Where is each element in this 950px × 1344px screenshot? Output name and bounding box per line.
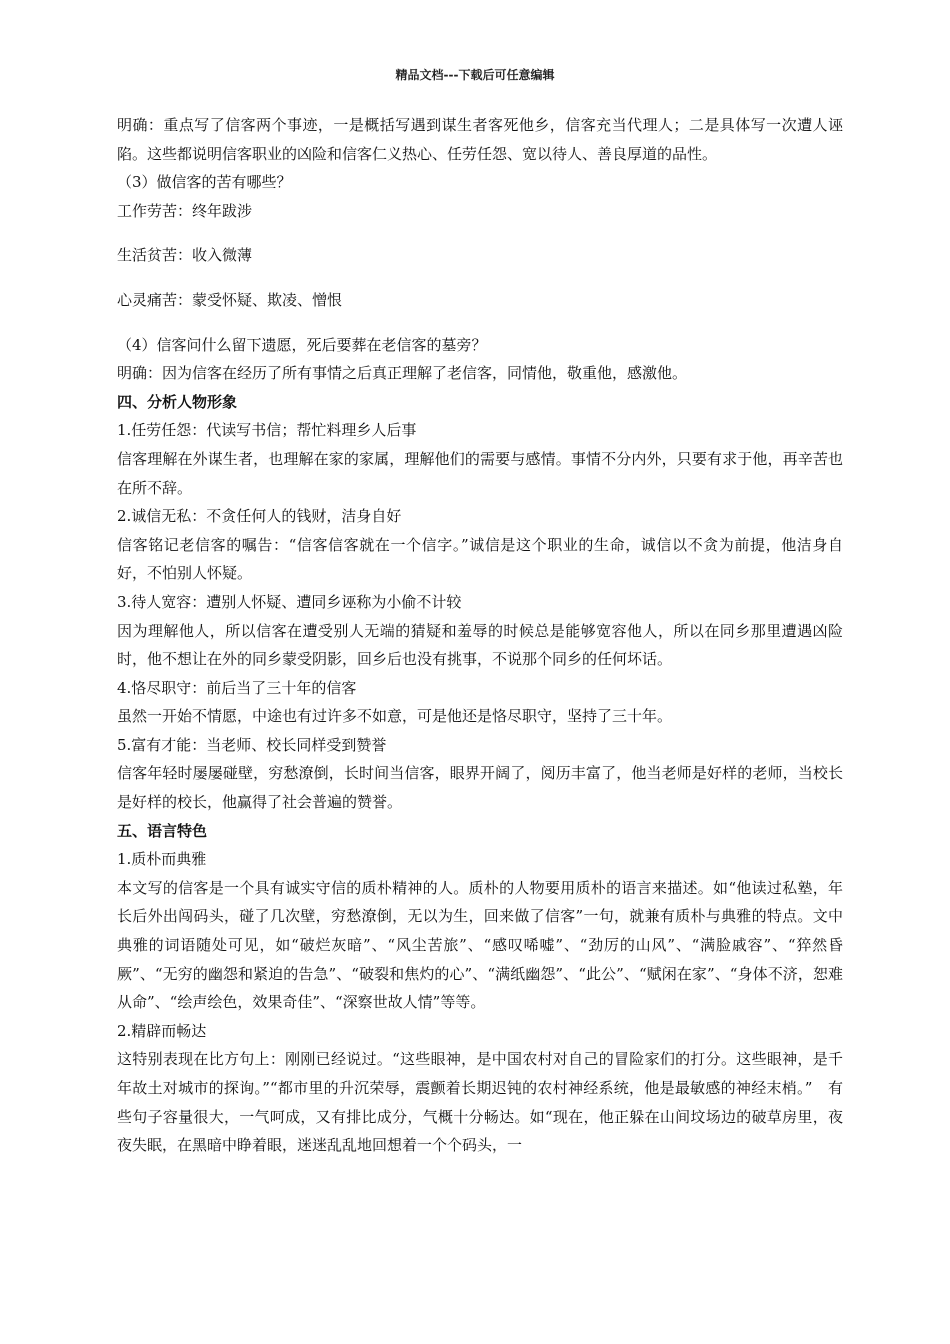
language-1-text: 本文写的信客是一个具有诚实守信的质朴精神的人。质朴的人物要用质朴的语言来描述。如“他读过私塾，年长后外出闯码头，碰了几次壁，穷愁潦倒，无以为生，回来做了信客”一句，就兼有质朴与典雅的特点。文中典雅的词语随处可见，如“破烂灰暗”、“风尘苦旅”、“感叹唏嘘”、“劲厉的山风”、“满脸戚容”、“猝然昏厥”、“无穷的幽怨和紧迫的告急”、“破裂和焦灼的心”、“满纸幽怨”、“此公”、“赋闲在家”、“身体不济，恕难从命”、“绘声绘色，效果奇佳”、“深察世故人情”等等。 <box>117 878 843 1012</box>
section-heading-4: 四、分析人物形象 <box>117 392 238 411</box>
hardship-life: 生活贫苦：收入微薄 <box>117 246 253 265</box>
trait-5-text: 信客年轻时屡屡碰壁，穷愁潦倒，长时间当信客，眼界开阔了，阅历丰富了，他当老师是好样的老师，当校长是好样的校长，他赢得了社会普遍的赞誉。 <box>117 764 843 812</box>
trait-4-text: 虽然一开始不情愿，中途也有过许多不如意，可是他还是恪尽职守，坚持了三十年。 <box>117 707 673 726</box>
language-2-text: 这特别表现在比方句上：刚刚已经说过。“这些眼神，是中国农村对自己的冒险家们的打分。这些眼神，是千年故土对城市的探询。”“都市里的升沉荣辱，震颤着长期迟钝的农村神经系统，他是最敏感的神经末梢。” 有些句子容量很大，一气呵成，又有排比成分，气概十分畅达。如“现在，他正躲在山间坟场边的破草房里，夜夜失眠，在黑暗中睁着眼，迷迷乱乱地回想着一个个码头，一 <box>117 1050 843 1155</box>
page-header: 精品文档---下载后可任意编辑 <box>395 68 555 82</box>
question-4: （4）信客问什么留下遗愿，死后要葬在老信客的墓旁？ <box>117 335 487 354</box>
document-body <box>117 111 843 1160</box>
trait-4-title: 4.恪尽职守：前后当了三十年的信客 <box>117 678 357 697</box>
trait-2-title: 2.诚信无私：不贪任何人的钱财，洁身自好 <box>117 507 402 526</box>
hardship-work: 工作劳苦：终年跋涉 <box>117 201 253 220</box>
hardship-soul: 心灵痛苦：蒙受怀疑、欺凌、憎恨 <box>117 290 343 309</box>
trait-1-title: 1.任劳任怨：代读写书信；帮忙料理乡人后事 <box>117 421 417 440</box>
trait-3-title: 3.待人宽容：遭别人怀疑、遭同乡诬称为小偷不计较 <box>117 592 462 611</box>
language-2-title: 2.精辟而畅达 <box>117 1021 207 1040</box>
paragraph-answer-1: 明确：重点写了信客两个事迹，一是概括写遇到谋生者客死他乡，信客充当代理人；二是具体写一次遭人诬陷。这些都说明信客职业的凶险和信客仁义热心、任劳任怨、宽以待人、善良厚道的品性。 <box>117 116 843 163</box>
section-heading-5: 五、语言特色 <box>117 821 208 840</box>
language-1-title: 1.质朴而典雅 <box>117 850 207 869</box>
question-3: （3）做信客的苦有哪些？ <box>117 173 292 192</box>
trait-5-title: 5.富有才能：当老师、校长同样受到赞誉 <box>117 735 387 754</box>
trait-1-text: 信客理解在外谋生者，也理解在家的家属，理解他们的需要与感情。事情不分内外，只要有求于他，再辛苦也在所不辞。 <box>117 449 843 497</box>
trait-3-text: 因为理解他人，所以信客在遭受别人无端的猜疑和羞辱的时候总是能够宽容他人，所以在同乡那里遭遇凶险时，他不想让在外的同乡蒙受阴影，回乡后也没有挑事，不说那个同乡的任何坏话。 <box>117 621 843 669</box>
trait-2-text: 信客铭记老信客的嘱告：“信客信客就在一个信字。”诚信是这个职业的生命，诚信以不贪为前提，他洁身自好，不怕别人怀疑。 <box>117 535 843 583</box>
paragraph-answer-4: 明确：因为信客在经历了所有事情之后真正理解了老信客，同情他，敬重他，感激他。 <box>117 364 688 383</box>
